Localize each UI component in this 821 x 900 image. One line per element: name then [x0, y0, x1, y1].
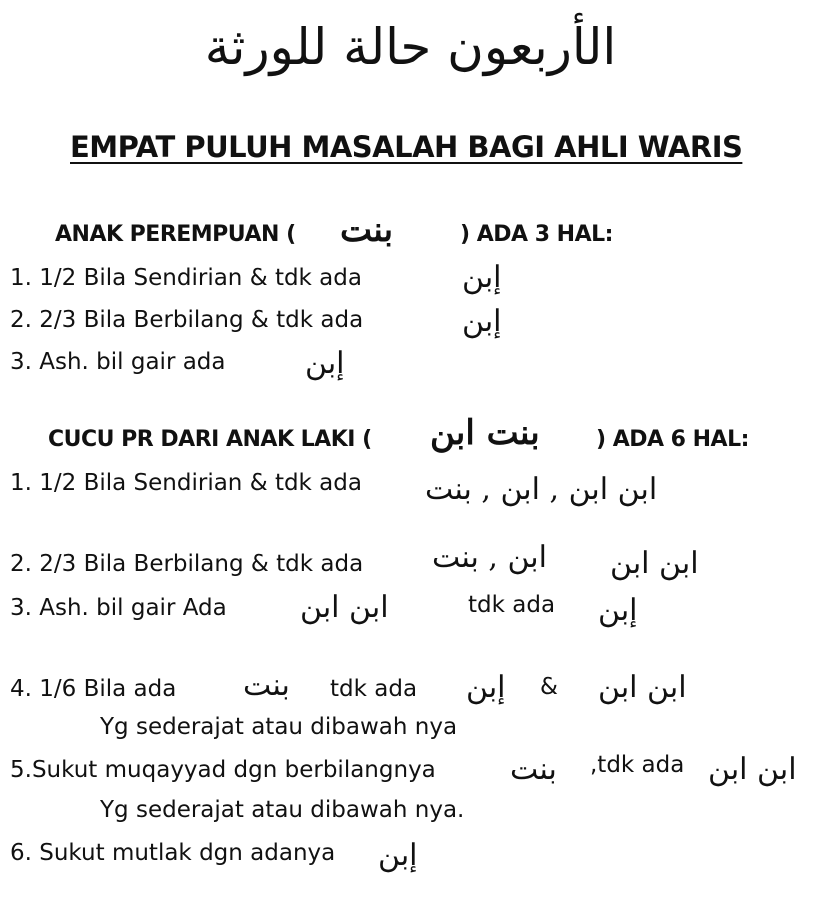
arabic-term: إبن [462, 260, 502, 295]
arabic-term: إبن [466, 670, 506, 705]
heading-text: ANAK PEREMPUAN ( [55, 222, 296, 247]
list-item: 1. 1/2 Bila Sendirian & tdk ada [10, 470, 362, 496]
inline-text: ,tdk ada [590, 752, 685, 778]
list-item: 2. 2/3 Bila Berbilang & tdk ada [10, 307, 364, 333]
arabic-term: بنت ابن [430, 413, 540, 453]
arabic-term: إبن [378, 838, 418, 873]
section-heading-cucu [48, 427, 749, 452]
list-item: 2. 2/3 Bila Berbilang & tdk ada [10, 551, 364, 577]
heading-text: ) ADA 6 HAL: [595, 427, 749, 452]
arabic-term: إبن [598, 593, 638, 628]
arabic-term: إبن [305, 346, 345, 381]
arabic-term: بنت [340, 210, 394, 250]
arabic-term: ابن , بنت [432, 540, 547, 575]
sub-note: Yg sederajat atau dibawah nya. [100, 797, 465, 823]
arabic-term: إبن [462, 304, 502, 339]
arabic-term: بنت [510, 752, 557, 787]
list-item: 4. 1/6 Bila ada [10, 676, 177, 702]
arabic-term: ابن ابن [598, 670, 687, 705]
page-title: EMPAT PULUH MASALAH BAGI AHLI WARIS [70, 130, 743, 164]
arabic-term: بنت [243, 668, 290, 703]
sub-note: Yg sederajat atau dibawah nya [100, 714, 458, 740]
list-item: 3. Ash. bil gair Ada [10, 595, 227, 621]
arabic-term: ابن ابن , ابن , بنت [425, 472, 658, 507]
arabic-term: ابن ابن [610, 546, 699, 581]
list-item: 3. Ash. bil gair ada [10, 349, 226, 375]
heading-text: CUCU PR DARI ANAK LAKI ( [48, 427, 372, 452]
section-heading-anak-perempuan [55, 222, 613, 247]
arabic-term: ابن ابن [708, 752, 797, 787]
list-item: 6. Sukut mutlak dgn adanya [10, 840, 336, 866]
inline-text: & [540, 674, 558, 700]
heading-text: ) ADA 3 HAL: [460, 222, 613, 247]
list-item: 1. 1/2 Bila Sendirian & tdk ada [10, 265, 362, 291]
arabic-term: ابن ابن [300, 590, 389, 625]
inline-text: tdk ada [468, 592, 556, 618]
inline-text: tdk ada [330, 676, 418, 702]
list-item: 5.Sukut muqayyad dgn berbilangnya [10, 757, 436, 783]
arabic-title: الأربعون حالة للورثة [204, 18, 617, 76]
